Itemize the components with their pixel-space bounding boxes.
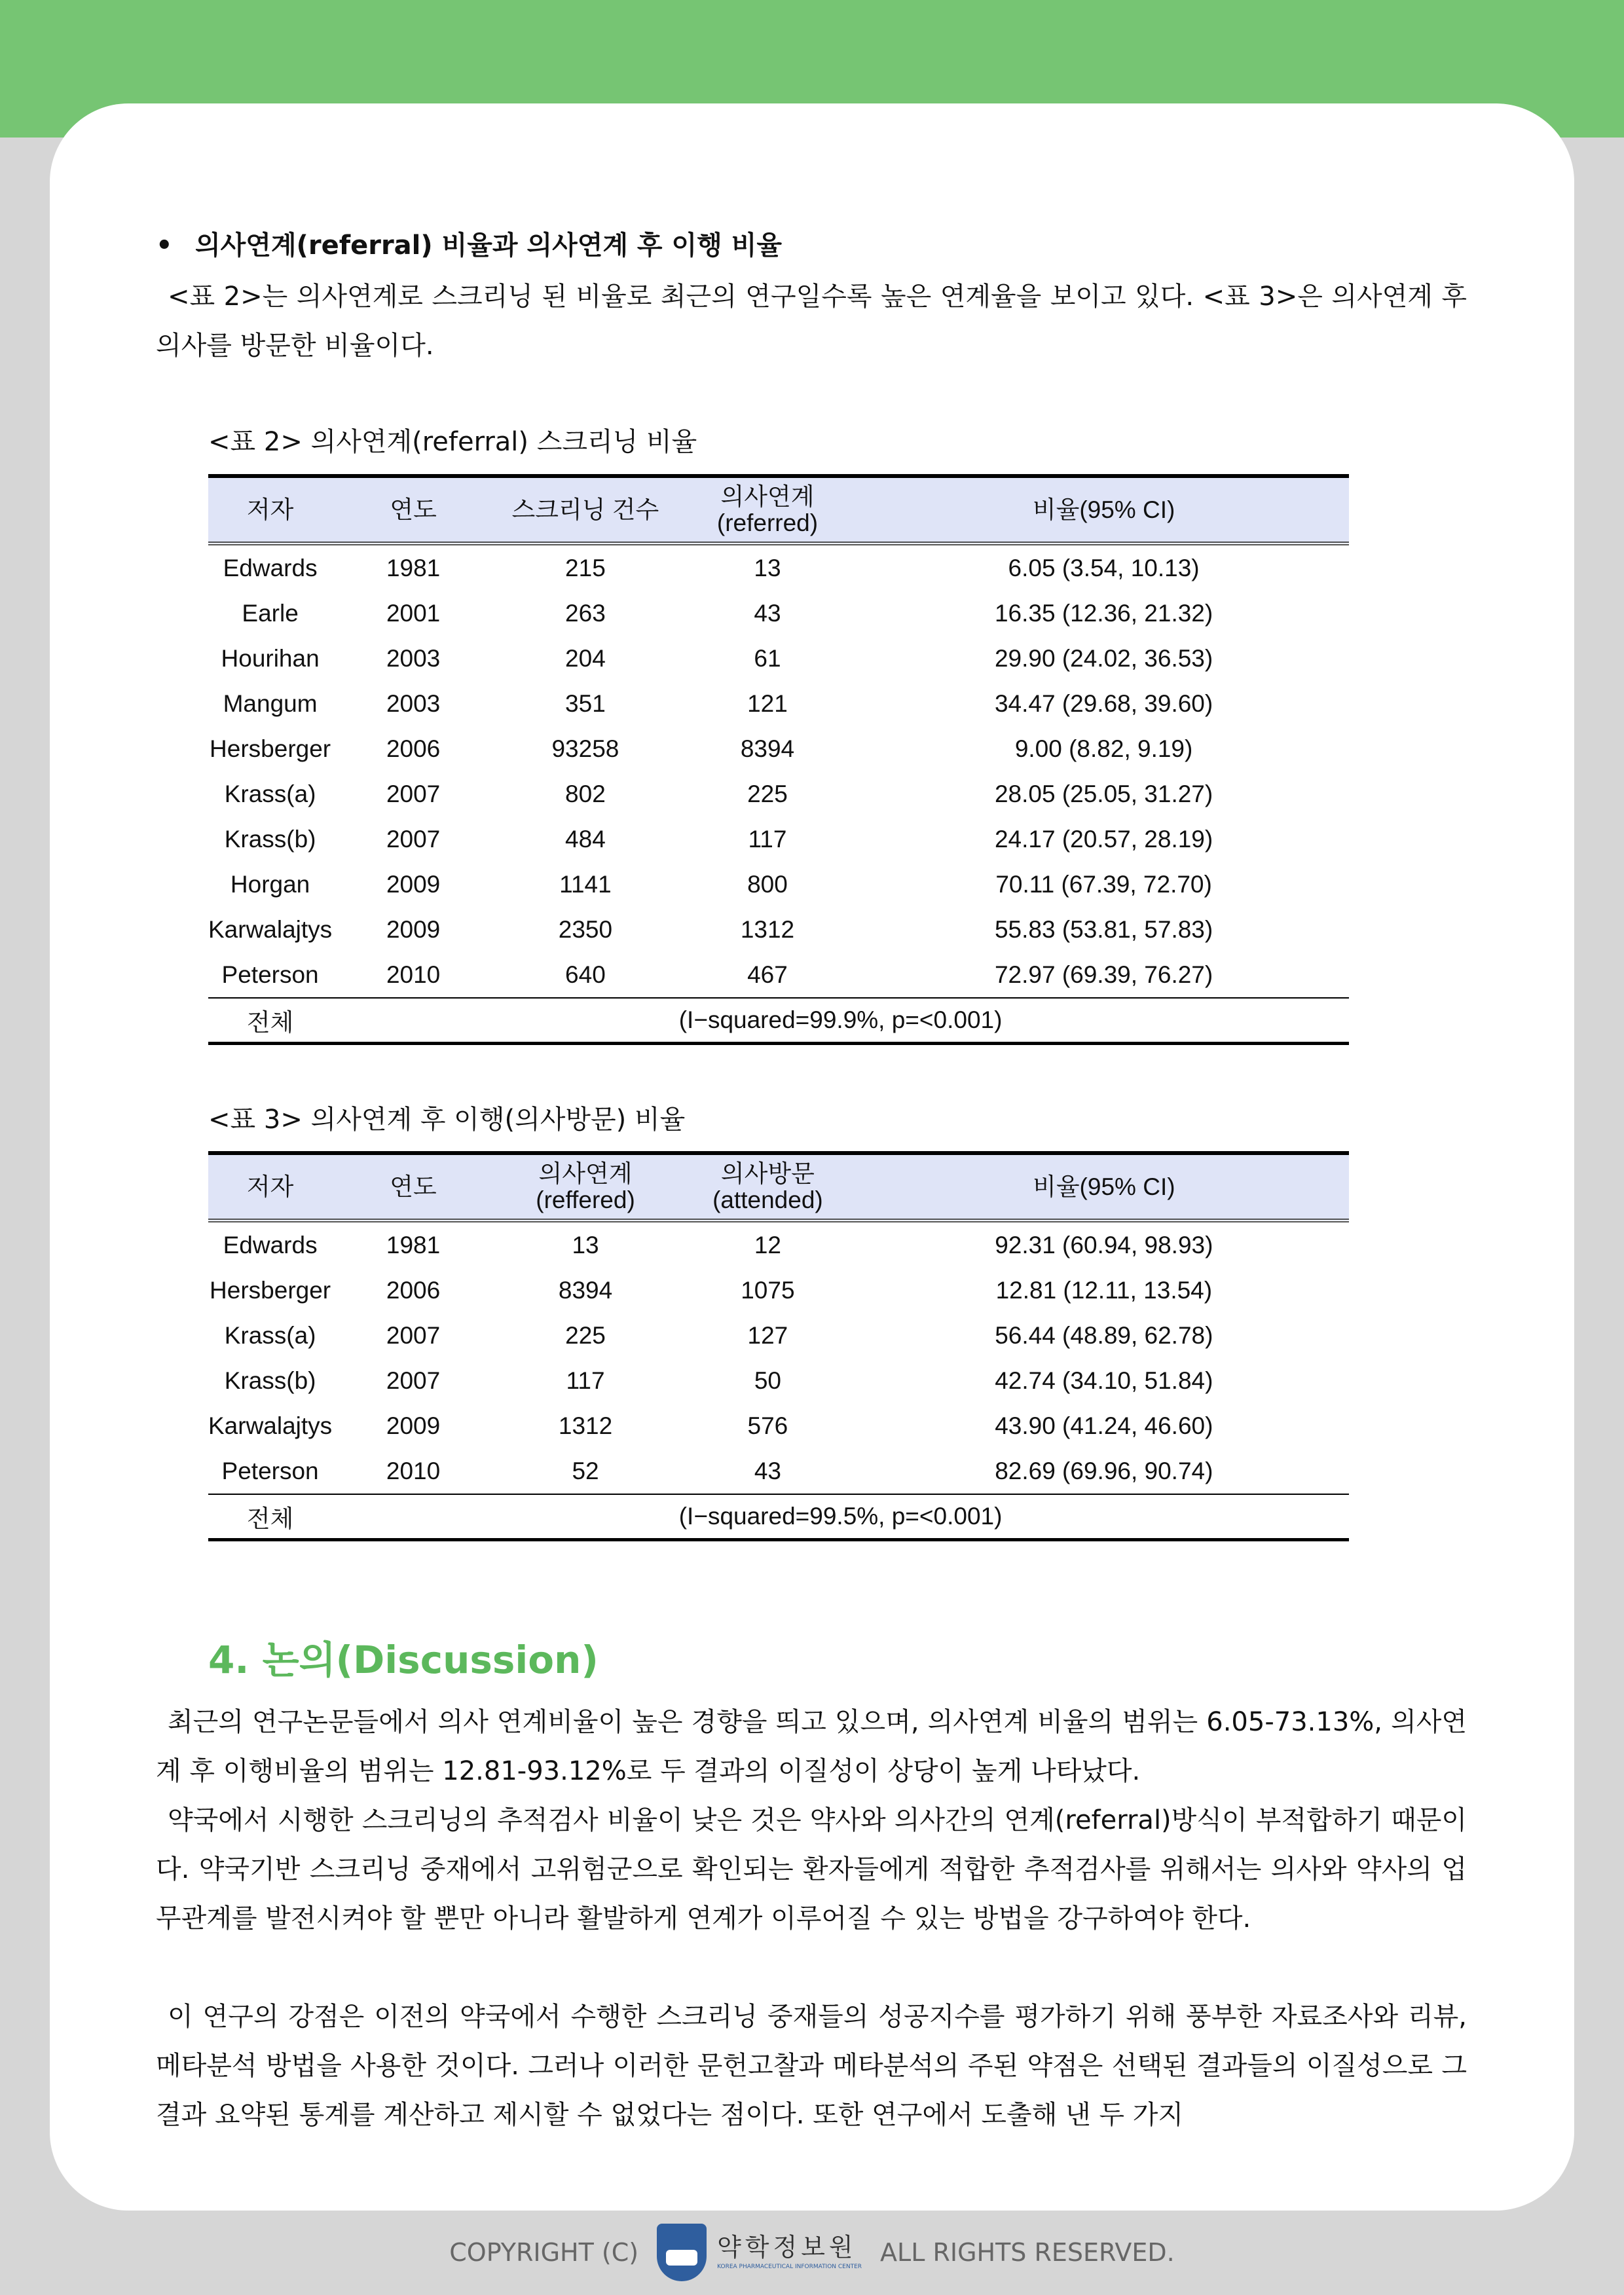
- org-name-block: [717, 2233, 862, 2272]
- bullet-icon: •: [156, 230, 173, 261]
- table-row: Peterson 2010 640 467 72.97 (69.39, 76.27): [221, 961, 1213, 988]
- table-row: Krass(a) 2007 225 127 56.44 (48.89, 62.78): [224, 1321, 1213, 1349]
- kpic-logo-icon: [657, 2224, 707, 2281]
- copyright-text: COPYRIGHT (C): [449, 2238, 639, 2267]
- table-row: Edwards 1981 13 12 92.31 (60.94, 98.93): [223, 1231, 1213, 1258]
- table3-total-stat: (I−squared=99.5%, p=<0.001): [332, 1494, 1349, 1540]
- table2-header-count: 스크리닝 건수: [494, 476, 676, 543]
- table3-total-row: [208, 1494, 1349, 1540]
- table2-header-referred: 의사연계 (referred): [676, 476, 858, 543]
- table2-header-author: 저자: [208, 476, 332, 543]
- table3-header-row: [208, 1153, 1349, 1221]
- table3-caption: <표 3> 의사연계 후 이행(의사방문) 비율: [208, 1105, 686, 1135]
- table-row: Horgan 2009 1141 800 70.11 (67.39, 72.70): [230, 870, 1212, 898]
- table-row: Mangum 2003 351 121 34.47 (29.68, 39.60): [223, 689, 1213, 717]
- table-row: Krass(a) 2007 802 225 28.05 (25.05, 31.27): [224, 780, 1213, 807]
- table3-header-ratio: 비율(95% CI): [859, 1153, 1349, 1221]
- org-name: 약학정보원: [717, 2233, 857, 2262]
- table3-header-referred: 의사연계 (reffered): [494, 1153, 676, 1221]
- discussion-title: 4. 논의(Discussion): [208, 1638, 599, 1682]
- table-row: Hersberger 2006 93258 8394 9.00 (8.82, 9.19): [210, 735, 1193, 762]
- table2-referral-rate: [208, 474, 1349, 1045]
- table3-header-year: 연도: [332, 1153, 494, 1221]
- table2-total-stat: (I−squared=99.9%, p=<0.001): [332, 998, 1349, 1044]
- page-card: [50, 103, 1574, 2211]
- table3-attendance-rate: [208, 1151, 1349, 1541]
- table-row: Karwalajtys 2009 2350 1312 55.83 (53.81, 57.83): [208, 915, 1213, 943]
- footer: [0, 2220, 1624, 2285]
- discussion-paragraph-1: 최근의 연구논문들에서 의사 연계비율이 높은 경향을 띄고 있으며, 의사연계 비율의 범위는 6.05-73.13%, 의사연계 후 이행비율의 범위는 12.81-93.12%로 두 결과의 이질성이 상당이 높게 나타났다.: [156, 1707, 1467, 1786]
- table3-header-author: 저자: [208, 1153, 332, 1221]
- table2-total-label: 전체: [208, 998, 332, 1044]
- table-row: Krass(b) 2007 117 50 42.74 (34.10, 51.84): [224, 1367, 1213, 1394]
- table3-total-label: 전체: [208, 1494, 332, 1540]
- table2-header-year: 연도: [332, 476, 494, 543]
- table2-header-ratio: 비율(95% CI): [858, 476, 1349, 543]
- table-row: Krass(b) 2007 484 117 24.17 (20.57, 28.19): [224, 825, 1213, 853]
- section-bullet-heading: • 의사연계(referral) 비율과 의사연계 후 이행 비율: [156, 230, 782, 261]
- rights-text: ALL RIGHTS RESERVED.: [880, 2238, 1175, 2267]
- table2-caption: <표 2> 의사연계(referral) 스크리닝 비율: [208, 427, 697, 457]
- table-row: Edwards 1981 215 13 6.05 (3.54, 10.13): [223, 554, 1200, 581]
- org-english-name: KOREA PHARMACEUTICAL INFORMATION CENTER: [717, 2264, 862, 2270]
- intro-paragraph: <표 2>는 의사연계로 스크리닝 된 비율로 최근의 연구일수록 높은 연계율을 보이고 있다. <표 3>은 의사연계 후 의사를 방문한 비율이다.: [156, 282, 1467, 361]
- table-row: Hourihan 2003 204 61 29.90 (24.02, 36.53): [221, 644, 1213, 672]
- discussion-paragraph-2: 약국에서 시행한 스크리닝의 추적검사 비율이 낮은 것은 약사와 의사간의 연계(referral)방식이 부적합하기 때문이다. 약국기반 스크리닝 중재에서 고위험군으로 확인되는 환자들에게 적합한 추적검사를 위해서는 의사와 약사의 업무관계를 발전시켜야 할 뿐만 아니라 활발하게 연계가 이루어질 수 있는 방법을 강구하여야 한다.: [156, 1805, 1467, 1934]
- table-row: Karwalajtys 2009 1312 576 43.90 (41.24, 46.60): [208, 1412, 1213, 1439]
- discussion-paragraph-3: 이 연구의 강점은 이전의 약국에서 수행한 스크리닝 중재들의 성공지수를 평가하기 위해 풍부한 자료조사와 리뷰, 메타분석 방법을 사용한 것이다. 그러나 이러한 문헌고찰과 메타분석의 주된 약점은 선택된 결과들의 이질성으로 그 결과 요약된 통계를 계산하고 제시할 수 없었다는 점이다. 또한 연구에서 도출해 낸 두 가지: [156, 2002, 1467, 2130]
- table-row: Earle 2001 263 43 16.35 (12.36, 21.32): [242, 599, 1213, 627]
- table3-header-attended: 의사방문 (attended): [676, 1153, 858, 1221]
- table-row: Peterson 2010 52 43 82.69 (69.96, 90.74): [221, 1457, 1213, 1484]
- table2-total-row: [208, 998, 1349, 1044]
- table-row: Hersberger 2006 8394 1075 12.81 (12.11, 13.54): [210, 1276, 1213, 1304]
- table2-header-row: [208, 476, 1349, 543]
